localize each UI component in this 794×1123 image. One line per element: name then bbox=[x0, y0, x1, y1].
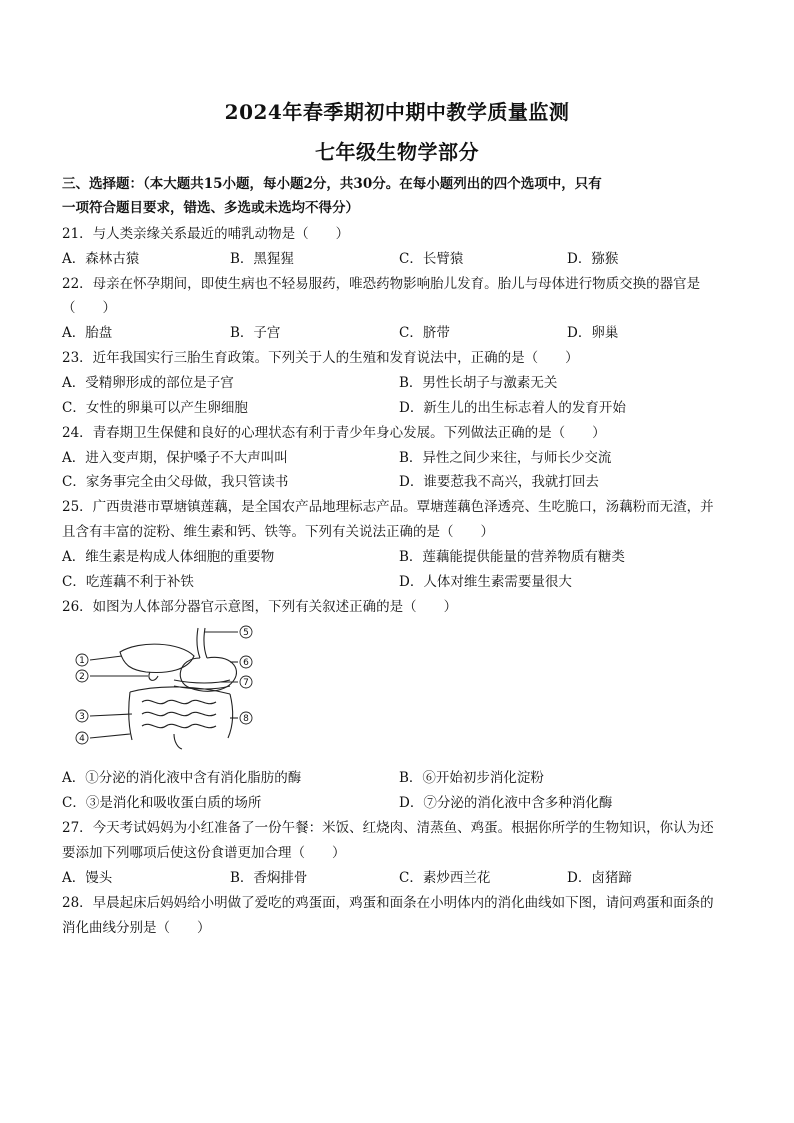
section-heading-line2: 一项符合题目要求，错选、多选或未选均不得分） bbox=[62, 200, 359, 216]
q22-option-a: A．胎盘 bbox=[62, 325, 113, 341]
q22-option-b: B．子宫 bbox=[230, 325, 281, 341]
diagram-label-2: 2 bbox=[79, 672, 85, 682]
question-22-stem-cont: （ ） bbox=[62, 300, 116, 316]
question-28-stem-cont: 消化曲线分别是（ ） bbox=[62, 920, 211, 936]
q26-option-b: B．⑥开始初步消化淀粉 bbox=[399, 770, 544, 786]
q21-option-c: C．长臂猿 bbox=[399, 251, 464, 267]
question-25-stem-cont: 且含有丰富的淀粉、维生素和钙、铁等。下列有关说法正确的是（ ） bbox=[62, 524, 494, 540]
q27-option-d: D．卤猪蹄 bbox=[567, 870, 632, 886]
q26-option-c: C．③是消化和吸收蛋白质的场所 bbox=[62, 795, 262, 811]
q27-option-c: C．素炒西兰花 bbox=[399, 870, 491, 886]
q23-option-d: D．新生儿的出生标志着人的发育开始 bbox=[399, 400, 626, 416]
question-25-stem: 25．广西贵港市覃塘镇莲藕，是全国农产品地理标志产品。覃塘莲藕色泽透亮、生吃脆口，汤藕粉而无渣，并 bbox=[62, 499, 714, 515]
q27-option-b: B．香焖排骨 bbox=[230, 870, 308, 886]
q27-option-a: A．馒头 bbox=[62, 870, 113, 886]
q24-option-b: B．异性之间少来往，与师长少交流 bbox=[399, 450, 612, 466]
question-22-stem: 22．母亲在怀孕期间，即使生病也不轻易服药，唯恐药物影响胎儿发育。胎儿与母体进行物质交换的器官是 bbox=[62, 276, 701, 292]
q22-option-c: C．脐带 bbox=[399, 325, 450, 341]
diagram-label-7: 7 bbox=[243, 678, 249, 688]
q26-option-a: A．①分泌的消化液中含有消化脂肪的酶 bbox=[62, 770, 302, 786]
diagram-label-1: 1 bbox=[79, 656, 85, 666]
q23-option-b: B．男性长胡子与激素无关 bbox=[399, 375, 558, 391]
diagram-label-3: 3 bbox=[79, 712, 85, 722]
q26-option-d: D．⑦分泌的消化液中含多种消化酶 bbox=[399, 795, 613, 811]
q22-option-d: D．卵巢 bbox=[567, 325, 619, 341]
diagram-label-5: 5 bbox=[243, 628, 249, 638]
q24-option-a: A．进入变声期，保护嗓子不大声叫叫 bbox=[62, 450, 288, 466]
question-27-stem-cont: 要添加下列哪项后使这份食谱更加合理（ ） bbox=[62, 845, 346, 861]
q23-option-c: C．女性的卵巢可以产生卵细胞 bbox=[62, 400, 248, 416]
question-28-stem: 28．早晨起床后妈妈给小明做了爱吃的鸡蛋面，鸡蛋和面条在小明体内的消化曲线如下图，请问鸡蛋和面条的 bbox=[62, 895, 714, 911]
digestive-system-diagram bbox=[70, 622, 270, 750]
q24-option-c: C．家务事完全由父母做，我只管读书 bbox=[62, 474, 289, 490]
section-heading-line1: 三、选择题：（本大题共15小题，每小题2分，共30分。在每小题列出的四个选项中，只有 bbox=[62, 176, 602, 192]
exam-subtitle: 七年级生物学部分 bbox=[315, 140, 479, 164]
question-27-stem: 27．今天考试妈妈为小红准备了一份午餐：米饭、红烧肉、清蒸鱼、鸡蛋。根据你所学的生物知识，你认为还 bbox=[62, 820, 714, 836]
question-23-stem: 23．近年我国实行三胎生育政策。下列关于人的生殖和发育说法中，正确的是（ ） bbox=[62, 350, 579, 366]
q24-option-d: D．谁要惹我不高兴，我就打回去 bbox=[399, 474, 599, 490]
q21-option-b: B．黑猩猩 bbox=[230, 251, 294, 267]
diagram-label-8: 8 bbox=[243, 714, 249, 724]
diagram-label-6: 6 bbox=[243, 658, 249, 668]
q21-option-d: D．猕猴 bbox=[567, 251, 619, 267]
exam-title: 2024年春季期初中期中教学质量监测 bbox=[224, 100, 570, 124]
question-24-stem: 24．青春期卫生保健和良好的心理状态有利于青少年身心发展。下列做法正确的是（ ） bbox=[62, 425, 606, 441]
q21-option-a: A．森林古猿 bbox=[62, 251, 140, 267]
q25-option-b: B．莲藕能提供能量的营养物质有糖类 bbox=[399, 549, 625, 565]
q25-option-c: C．吃莲藕不利于补铁 bbox=[62, 574, 194, 590]
q25-option-a: A．维生素是构成人体细胞的重要物 bbox=[62, 549, 275, 565]
question-21-stem: 21．与人类亲缘关系最近的哺乳动物是（ ） bbox=[62, 226, 350, 242]
diagram-label-4: 4 bbox=[79, 734, 85, 744]
q25-option-d: D．人体对维生素需要量很大 bbox=[399, 574, 572, 590]
q23-option-a: A．受精卵形成的部位是子宫 bbox=[62, 375, 234, 391]
question-26-stem: 26．如图为人体部分器官示意图，下列有关叙述正确的是（ ） bbox=[62, 599, 458, 615]
